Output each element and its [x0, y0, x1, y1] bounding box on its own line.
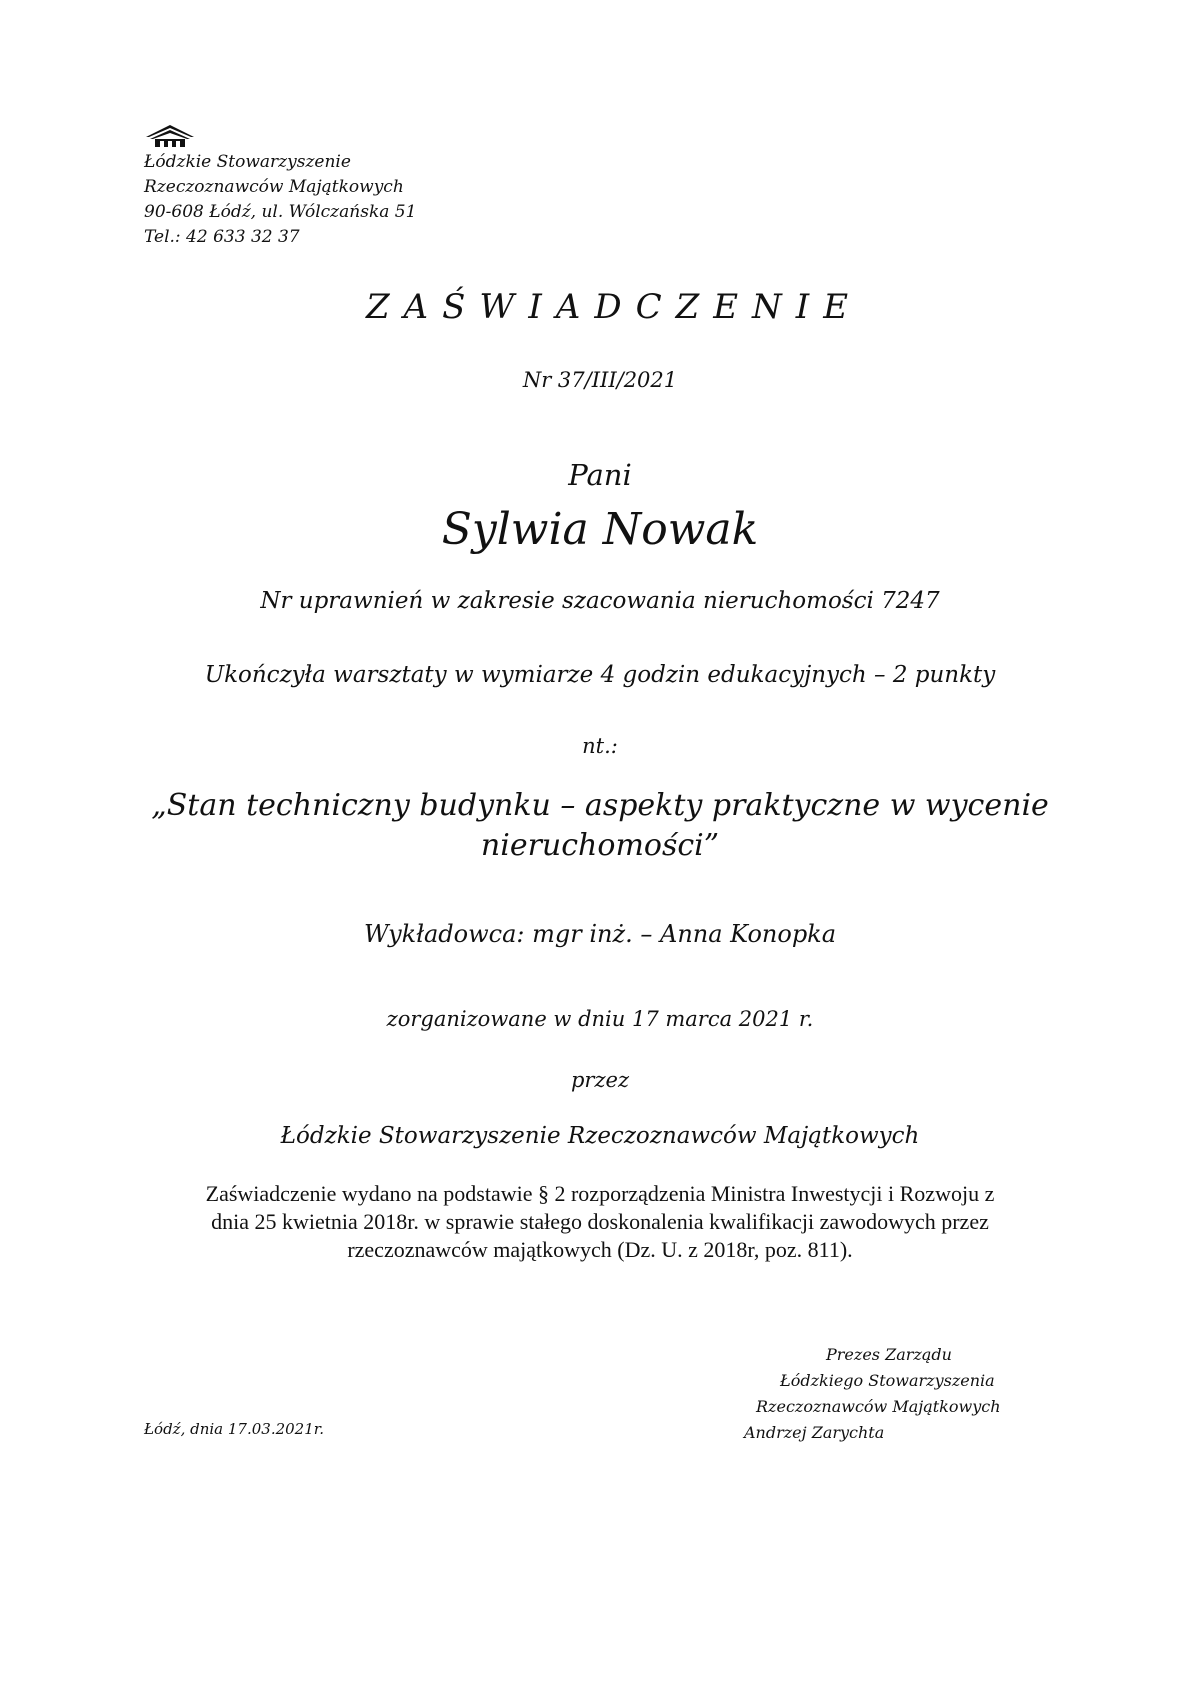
workshop-topic — [0, 786, 1200, 866]
recipient-name: Sylwia Nowak — [441, 504, 759, 555]
signature-block — [740, 1342, 1020, 1446]
organized-date: zorganizowane w dniu 17 marca 2021 r. — [386, 1007, 814, 1031]
sender-phone: Tel.: 42 633 32 37 — [144, 227, 300, 247]
signature-org-line1: Łódzkiego Stowarzyszenia — [780, 1371, 995, 1390]
legal-basis — [150, 1180, 1050, 1264]
salutation: Pani — [568, 458, 632, 492]
by-label: przez — [570, 1068, 630, 1092]
document-number: Nr 37/III/2021 — [522, 368, 678, 392]
signature-name: Andrzej Zarychta — [744, 1423, 885, 1442]
topic-intro: nt.: — [582, 734, 618, 758]
house-roof-icon — [144, 124, 196, 148]
completion-statement: Ukończyła warsztaty w wymiarze 4 godzin edukacyjnych – 2 punkty — [204, 662, 996, 688]
workshop-topic-line2: nieruchomości” — [480, 828, 720, 863]
lecturer: Wykładowca: mgr inż. – Anna Konopka — [363, 920, 837, 948]
sender-name-line2: Rzeczoznawców Majątkowych — [144, 177, 404, 197]
signature-role: Prezes Zarządu — [826, 1345, 952, 1364]
workshop-topic-line1: „Stan techniczny budynku – aspekty praktyczne w wycenie — [151, 788, 1049, 823]
legal-basis-line2: dnia 25 kwietnia 2018r. w sprawie stałego doskonalenia kwalifikacji zawodowych przez — [211, 1209, 989, 1234]
signature-org-line2: Rzeczoznawców Majątkowych — [756, 1397, 1001, 1416]
sender-address: 90-608 Łódź, ul. Wólczańska 51 — [144, 202, 417, 222]
legal-basis-line3: rzeczoznawców majątkowych (Dz. U. z 2018r, poz. 811). — [347, 1237, 853, 1262]
legal-basis-line1: Zaświadczenie wydano na podstawie § 2 rozporządzenia Ministra Inwestycji i Rozwoju z — [205, 1181, 995, 1206]
issue-place-date: Łódź, dnia 17.03.2021r. — [144, 1420, 325, 1438]
sender-block — [144, 124, 464, 250]
document-title: ZAŚWIADCZENIE — [365, 287, 863, 327]
sender-name-line1: Łódzkie Stowarzyszenie — [144, 152, 351, 172]
organizer-name: Łódzkie Stowarzyszenie Rzeczoznawców Majątkowych — [280, 1123, 920, 1149]
license-number: Nr uprawnień w zakresie szacowania nieruchomości 7247 — [260, 588, 940, 614]
